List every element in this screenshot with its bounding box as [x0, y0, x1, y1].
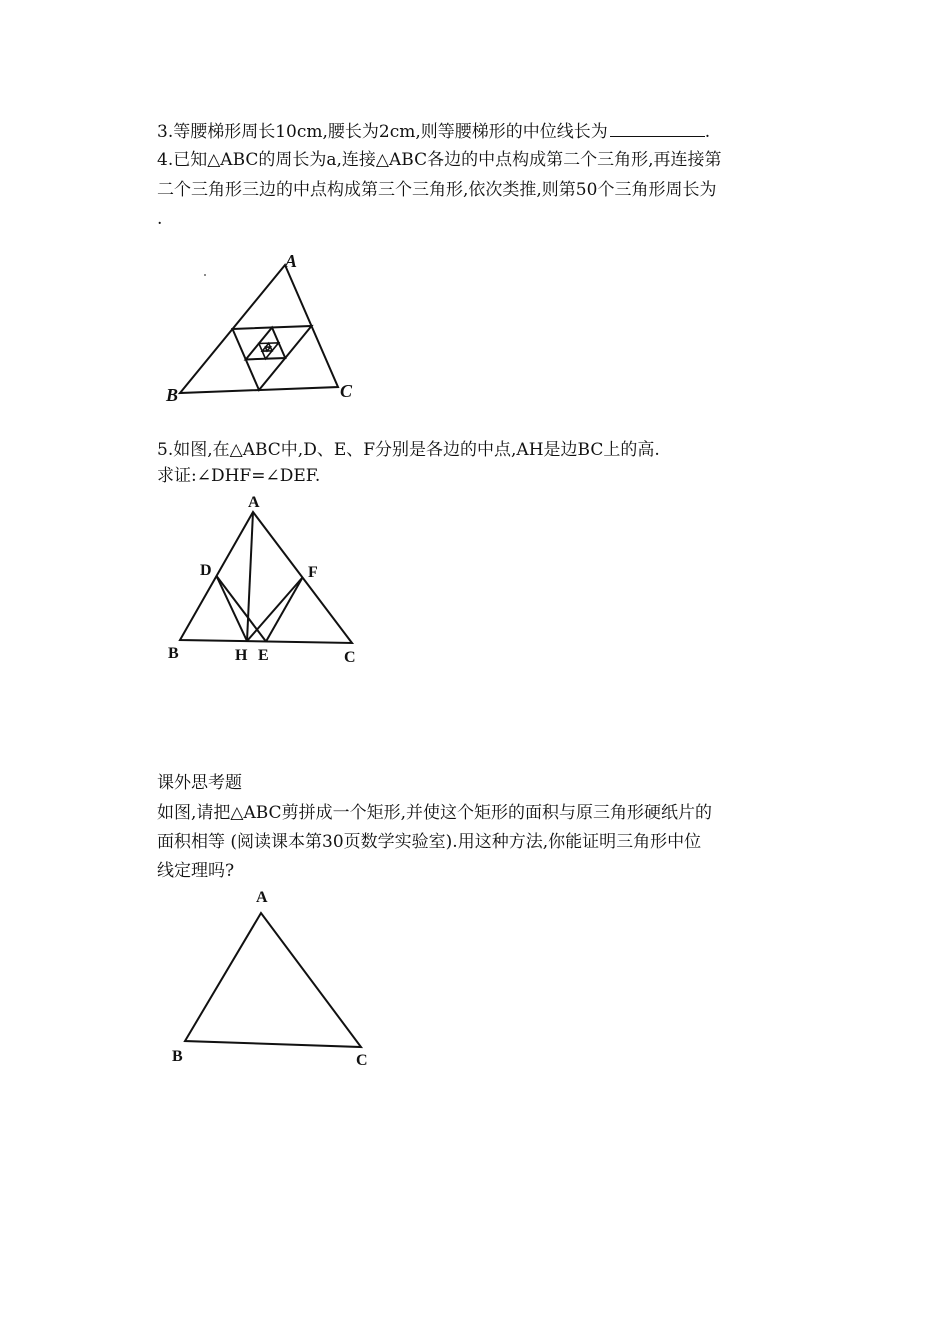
label-h: H: [235, 647, 248, 664]
label-b: B: [166, 385, 179, 405]
answer-blank[interactable]: [610, 120, 705, 137]
question-4-line-2: 二个三角形三边的中点构成第三个三角形,依次类推,则第50个三角形周长为: [157, 180, 717, 200]
label-f: F: [308, 564, 318, 581]
triangle-abc: [185, 913, 361, 1047]
question-3: [157, 119, 710, 145]
extra-line-3: 线定理吗?: [157, 861, 235, 881]
speck-mark: [204, 274, 206, 276]
question-3-text: 3.等腰梯形周长10cm,腰长为2cm,则等腰梯形的中位线长为: [157, 122, 608, 142]
segment-dh: [217, 576, 248, 641]
question-3-end: .: [704, 122, 711, 142]
question-4-line-1: 4.已知△ABC的周长为a,连接△ABC各边的中点构成第二个三角形,再连接第: [157, 150, 722, 170]
figure-nested-triangles: [160, 251, 370, 405]
label-a: A: [285, 251, 298, 271]
label-c: C: [356, 1052, 368, 1069]
segment-fe: [266, 578, 303, 642]
segment-fh: [247, 578, 303, 642]
question-5-line-2: 求证:∠DHF=∠DEF.: [157, 466, 321, 486]
extra-line-2: 面积相等 (阅读课本第30页数学实验室).用这种方法,你能证明三角形中位: [157, 832, 702, 852]
figure-triangle-abc: [160, 880, 380, 1075]
label-c: C: [344, 649, 356, 666]
extra-line-1: 如图,请把△ABC剪拼成一个矩形,并使这个矩形的面积与原三角形硬纸片的: [157, 803, 712, 823]
label-a: A: [248, 494, 260, 511]
nested-triangles-diagram: [160, 251, 370, 405]
label-d: D: [200, 562, 212, 579]
triangle-abc: [180, 265, 338, 393]
label-c: C: [340, 381, 353, 401]
altitude-midpoints-diagram: [160, 490, 370, 670]
figure-altitude-midpoints: [160, 490, 370, 670]
question-5-line-1: 5.如图,在△ABC中,D、E、F分别是各边的中点,AH是边BC上的高.: [157, 440, 660, 460]
label-a: A: [256, 889, 268, 906]
label-b: B: [168, 645, 179, 662]
question-4-line-3: .: [157, 209, 163, 229]
triangle-diagram: [160, 880, 380, 1075]
label-e: E: [258, 647, 269, 664]
label-b: B: [172, 1048, 183, 1065]
segment-de: [217, 576, 267, 642]
extra-heading: 课外思考题: [157, 773, 242, 793]
